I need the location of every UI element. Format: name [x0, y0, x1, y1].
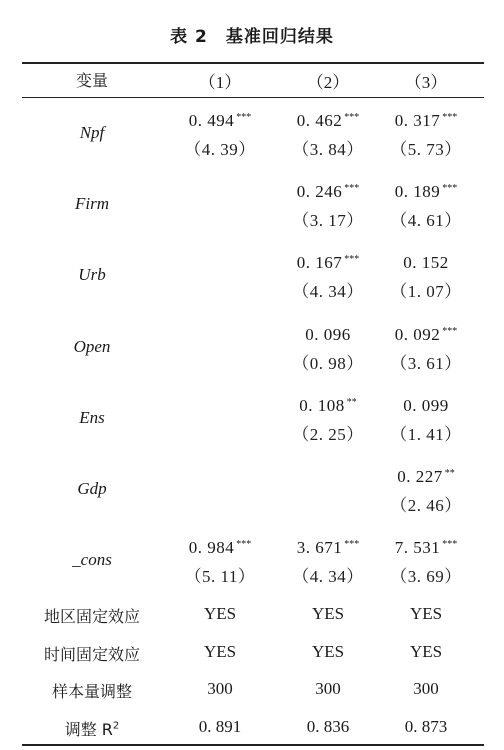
coefficient: 0. 462 ***	[296, 111, 360, 130]
significance-stars: ***	[442, 183, 458, 195]
t-statistic: （4. 39）	[184, 140, 256, 159]
variable-label: Open	[73, 336, 111, 356]
variable-label: Ens	[79, 407, 105, 427]
coefficient: 0. 096	[305, 324, 351, 344]
significance-stars: ***	[344, 254, 360, 266]
summary-label: 样本量调整	[51, 682, 132, 701]
t-statistic: （3. 84）	[292, 140, 364, 159]
summary-value: 0. 891	[198, 716, 242, 736]
summary-label: 时间固定效应	[43, 644, 140, 664]
summary-value: YES	[409, 641, 443, 661]
coefficient: 0. 167 ***	[296, 253, 360, 273]
summary-label: 调整 $R^2$	[64, 719, 120, 739]
summary-value: YES	[203, 604, 237, 623]
t-statistic: （3. 17）	[292, 211, 364, 231]
t-statistic: （3. 61）	[390, 353, 462, 373]
summary-value: YES	[311, 604, 345, 623]
superscript: 2	[112, 720, 120, 732]
coefficient: 0. 099	[403, 395, 449, 415]
variable-label: Gdp	[77, 479, 107, 498]
table-title: 表 2 基准回归结果	[170, 27, 334, 47]
significance-stars: **	[346, 396, 357, 408]
header-col-2: （2）	[306, 73, 350, 92]
summary-value: YES	[311, 641, 345, 661]
summary-label: 地区固定效应	[43, 607, 140, 626]
variable-label: _cons	[72, 550, 112, 570]
t-statistic: （0. 98）	[292, 353, 364, 373]
summary-value: 300	[315, 679, 341, 698]
significance-stars: ***	[442, 539, 458, 551]
significance-stars: ***	[442, 325, 458, 337]
coefficient: 0. 984 ***	[188, 538, 252, 558]
header-col-3: （3）	[404, 73, 448, 92]
coefficient: 0. 189 ***	[394, 182, 458, 202]
t-statistic: （4. 61）	[390, 211, 462, 231]
significance-stars: ***	[236, 539, 252, 551]
summary-value: 300	[413, 679, 439, 698]
variable-label: Npf	[79, 123, 105, 142]
t-statistic: （5. 73）	[390, 140, 462, 159]
coefficient: 0. 494 ***	[188, 111, 252, 130]
header-rule	[22, 97, 484, 98]
t-statistic: （3. 69）	[390, 567, 462, 587]
top-rule	[22, 62, 484, 64]
coefficient: 0. 108 **	[299, 395, 357, 415]
t-statistic: （1. 41）	[390, 424, 462, 444]
summary-value: 0. 873	[404, 716, 448, 736]
coefficient: 0. 317 ***	[394, 111, 458, 130]
summary-value: YES	[409, 604, 443, 623]
bottom-rule	[22, 744, 484, 746]
significance-stars: ***	[344, 539, 360, 551]
significance-stars: **	[444, 468, 455, 479]
coefficient: 0. 246 ***	[296, 182, 360, 202]
summary-value: 300	[207, 679, 233, 698]
coefficient: 7. 531 ***	[394, 538, 458, 558]
t-statistic: （1. 07）	[390, 282, 462, 302]
coefficient: 0. 152	[403, 253, 449, 273]
coefficient: 0. 092 ***	[394, 324, 458, 344]
variable-label: Urb	[78, 265, 106, 285]
t-statistic: （2. 46）	[390, 496, 462, 515]
significance-stars: ***	[236, 112, 252, 123]
coefficient: 3. 671 ***	[296, 538, 360, 558]
t-statistic: （4. 34）	[292, 567, 364, 587]
variable-label: Firm	[75, 194, 109, 214]
summary-value: 0. 836	[306, 716, 350, 736]
coefficient: 0. 227 **	[397, 467, 455, 486]
header-col-1: （1）	[198, 73, 242, 92]
t-statistic: （5. 11）	[184, 567, 256, 587]
significance-stars: ***	[344, 183, 360, 195]
significance-stars: ***	[344, 112, 360, 123]
summary-value: YES	[203, 641, 237, 661]
significance-stars: ***	[442, 112, 458, 123]
header-variable: 变量	[75, 71, 108, 90]
t-statistic: （2. 25）	[292, 424, 364, 444]
t-statistic: （4. 34）	[292, 282, 364, 302]
